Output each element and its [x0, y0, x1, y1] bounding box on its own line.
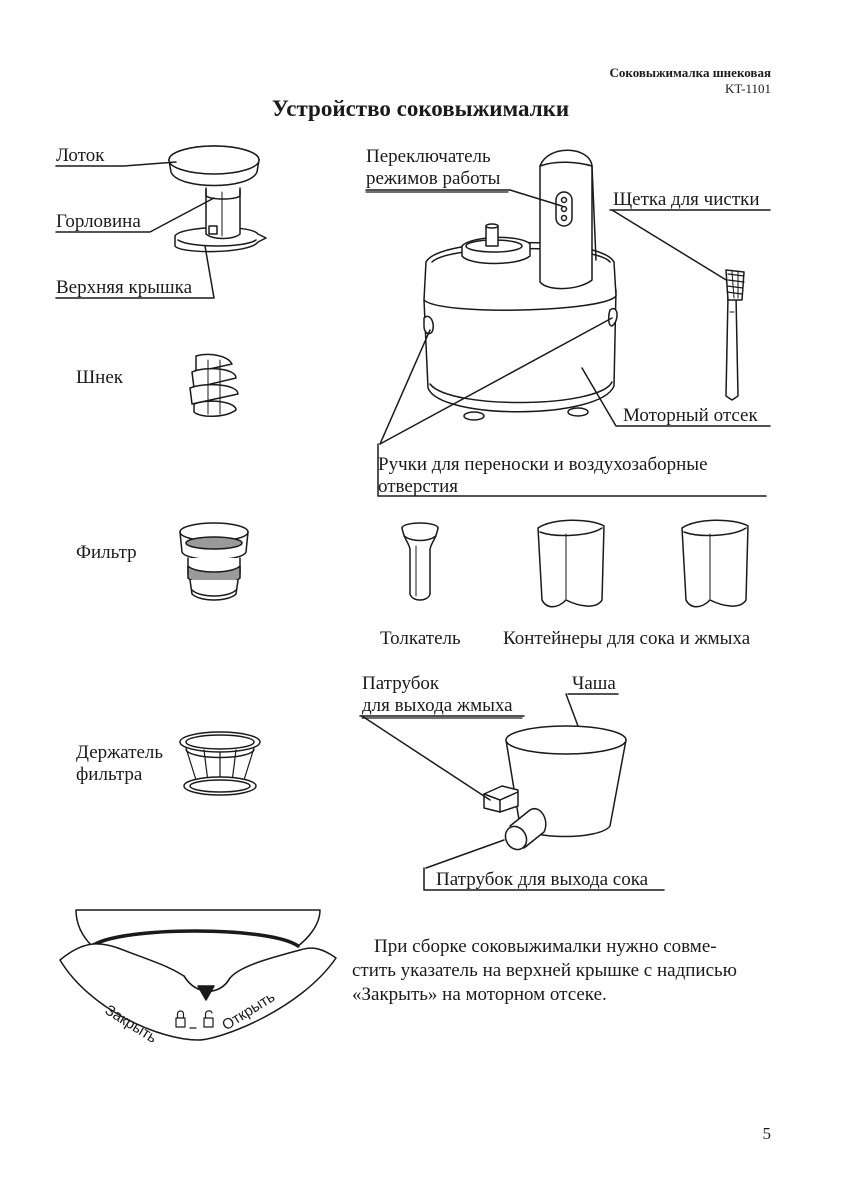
- bowl-illustration: [360, 694, 664, 890]
- pusher-illustration: [402, 523, 438, 600]
- instruction-line-2: стить указатель на верхней крышке с надписью: [352, 960, 737, 981]
- lock-dial-illustration: [60, 910, 336, 1040]
- filter-illustration: [180, 523, 248, 600]
- label-filter-holder-line2: фильтра: [76, 764, 143, 785]
- label-filter: Фильтр: [76, 542, 137, 563]
- filter-holder-illustration: [180, 732, 260, 795]
- label-containers: Контейнеры для сока и жмыха: [503, 628, 751, 649]
- instruction-line-1: При сборке соковыжималки нужно совме-: [374, 936, 717, 957]
- label-motor: Моторный отсек: [623, 405, 758, 426]
- dial-open-label: Открыть: [219, 988, 279, 1035]
- label-pulp-outlet-line2: для выхода жмыха: [362, 695, 513, 716]
- label-top-cover: Верхняя крышка: [56, 277, 193, 298]
- page-number: 5: [762, 1124, 771, 1143]
- instruction-paragraph: [352, 935, 772, 1007]
- label-handles-line1: Ручки для переноски и воздухозаборные: [378, 454, 708, 475]
- label-pusher: Толкатель: [380, 628, 461, 649]
- label-neck: Горловина: [56, 211, 141, 232]
- auger-illustration: [190, 354, 238, 416]
- label-pulp-outlet-line1: Патрубок: [362, 673, 440, 694]
- label-mode-switch-line1: Переключатель: [366, 146, 491, 167]
- label-brush: Щетка для чистки: [613, 189, 760, 210]
- header-model: KT-1101: [725, 81, 771, 96]
- brush-illustration: [726, 270, 744, 400]
- label-mode-switch-line2: режимов работы: [366, 168, 501, 189]
- label-tray: Лоток: [56, 145, 105, 166]
- dial-close-label: Закрыть: [101, 1001, 160, 1047]
- label-bowl: Чаша: [572, 673, 616, 694]
- page-title: Устройство соковыжималки: [271, 96, 570, 121]
- instruction-line-3: «Закрыть» на моторном отсеке.: [352, 984, 607, 1005]
- header-product: Соковыжималка шнековая: [609, 65, 771, 80]
- label-juice-outlet: Патрубок для выхода сока: [436, 869, 649, 890]
- label-filter-holder-line1: Держатель: [76, 742, 164, 763]
- containers-illustration: [538, 520, 748, 607]
- label-handles-line2: отверстия: [378, 476, 458, 497]
- label-auger: Шнек: [76, 367, 123, 388]
